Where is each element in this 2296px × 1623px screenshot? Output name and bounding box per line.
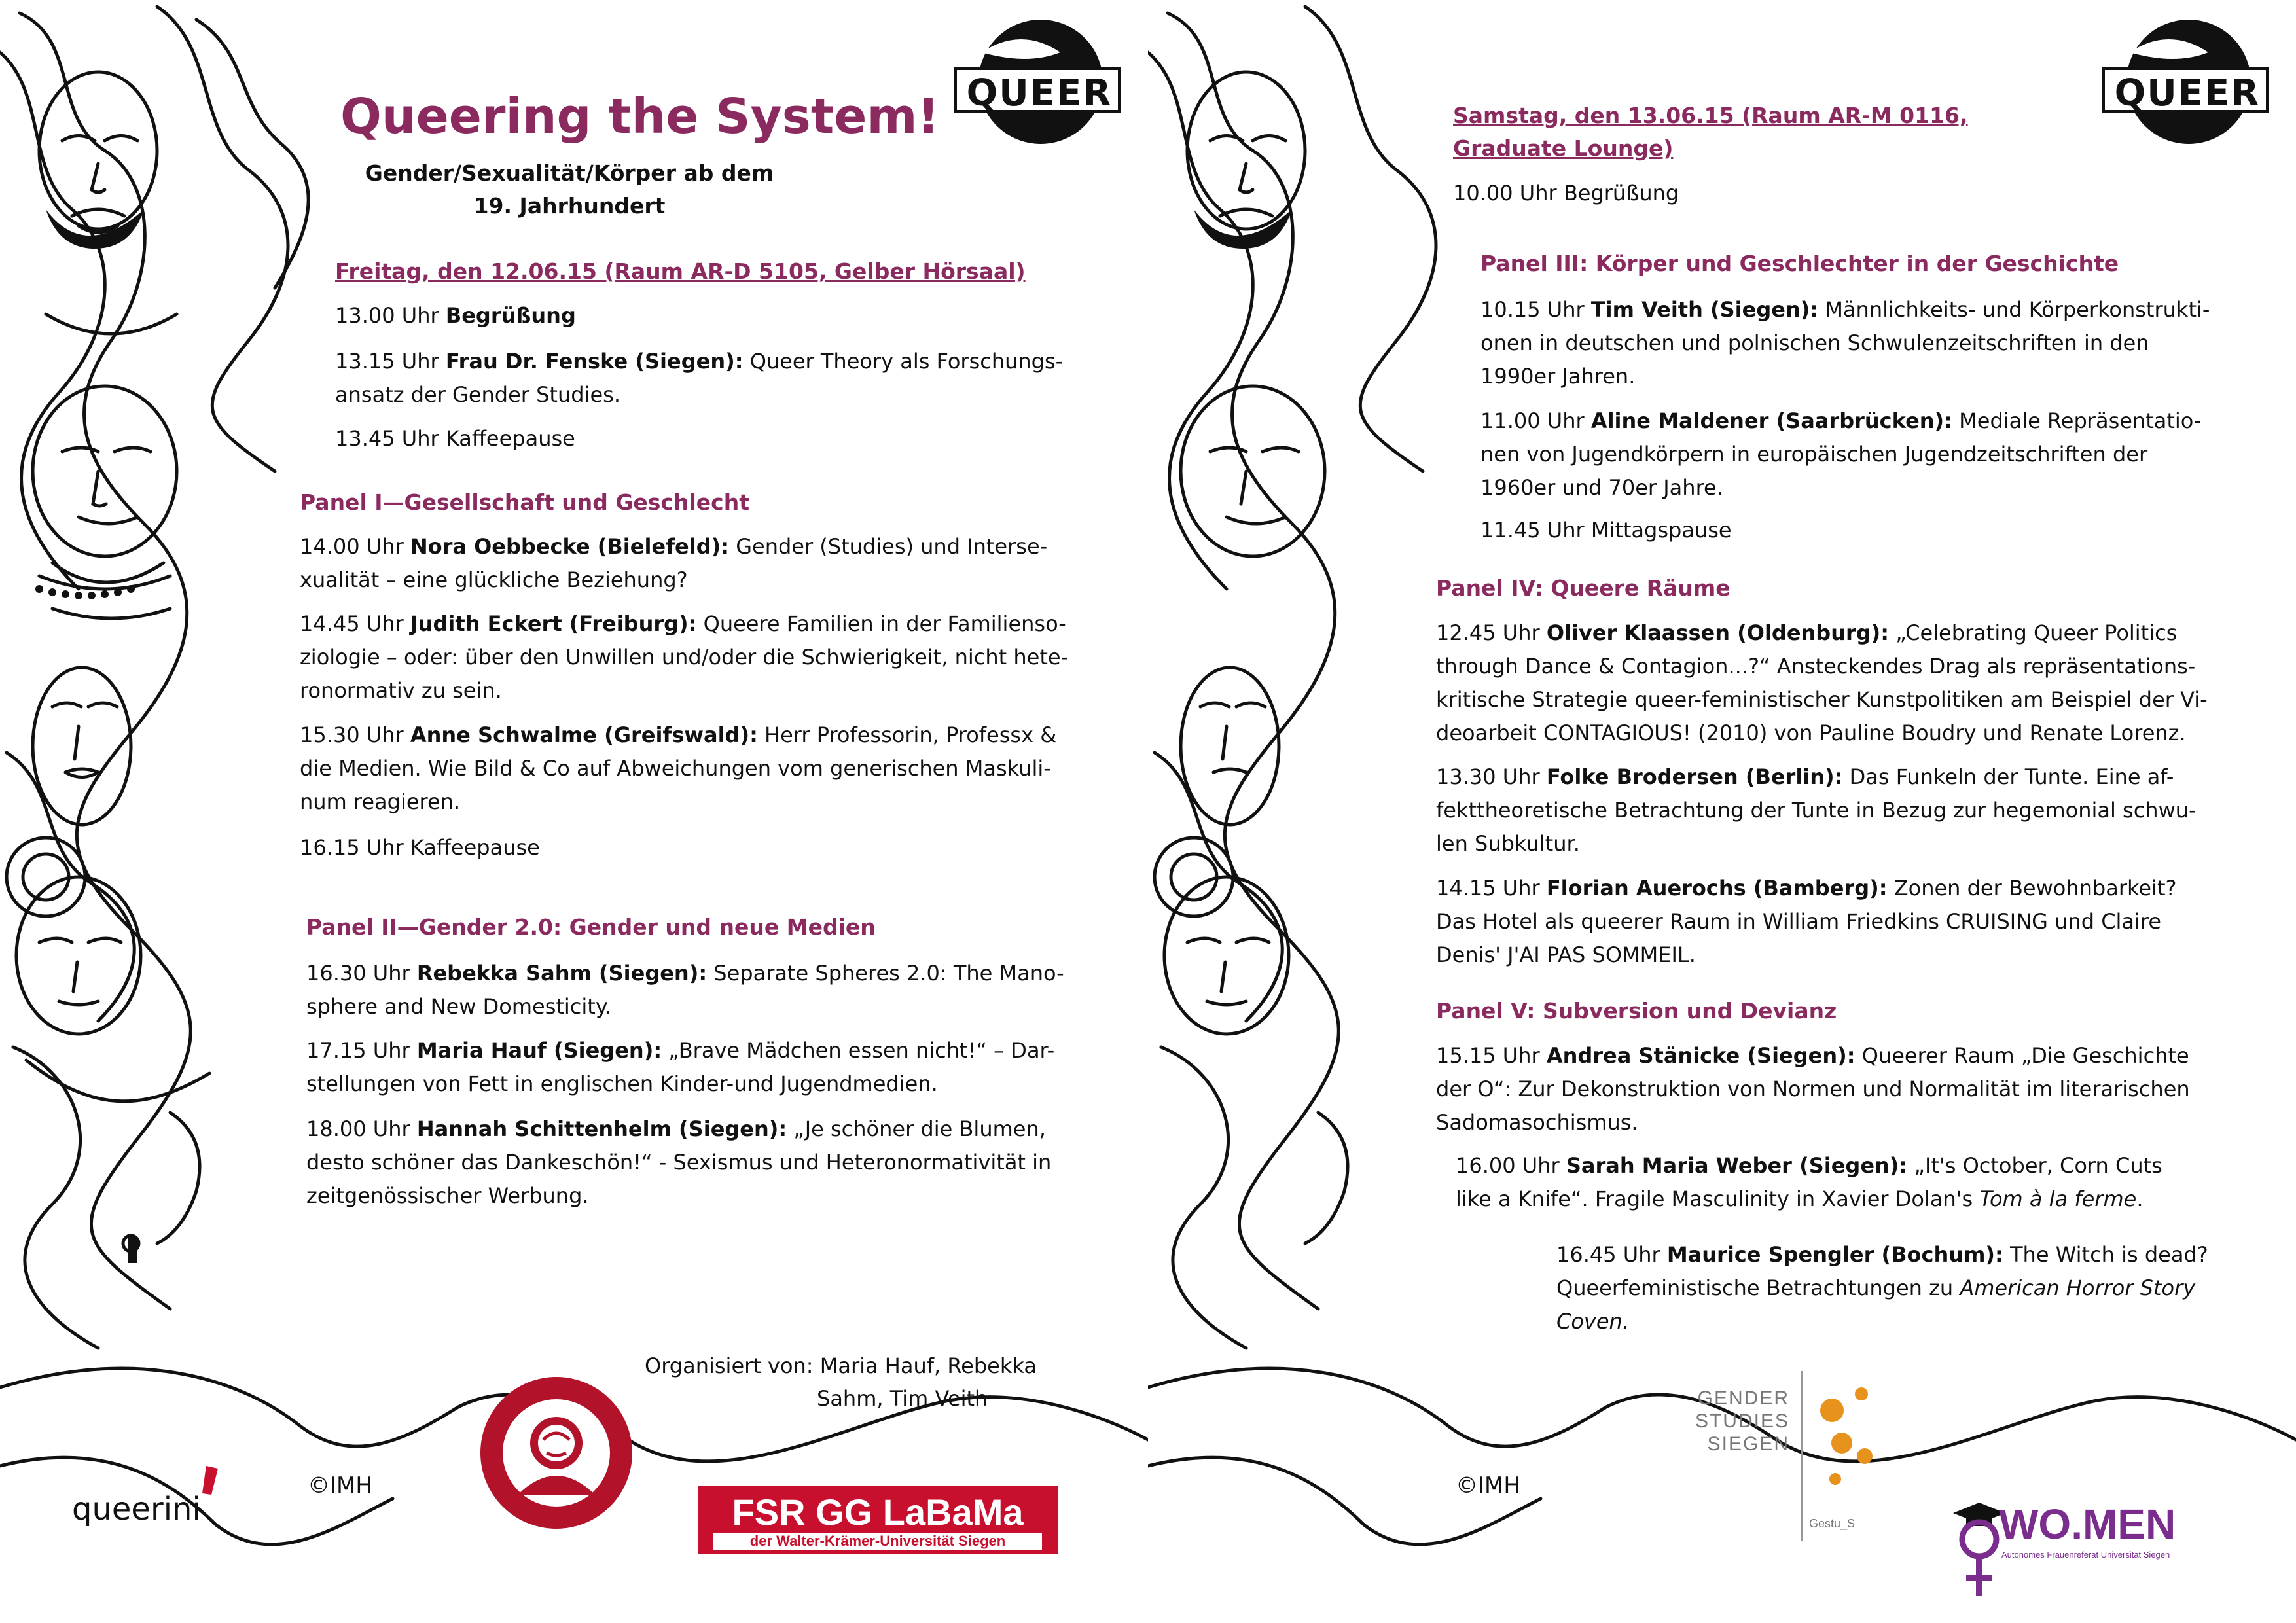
item-text: sphere and New Domesticity. (306, 994, 612, 1019)
schedule-item (1436, 760, 2197, 861)
item-speaker: Frau Dr. Fenske (Siegen): (445, 349, 744, 374)
panel-heading: Panel II—Gender 2.0: Gender und neue Medien (306, 914, 876, 940)
schedule-item (1436, 1039, 2190, 1139)
item-time: 14.45 Uhr (300, 611, 404, 636)
item-speaker: Maurice Spengler (Bochum): (1666, 1242, 2003, 1267)
item-text: Mediale Repräsentatio- (1952, 408, 2202, 433)
right-page (1148, 0, 2296, 1623)
gender-studies-text-2: STUDIES (1695, 1410, 1789, 1432)
gender-studies-text-3: SIEGEN (1707, 1433, 1789, 1455)
schedule-item (1436, 616, 2208, 750)
organizers-line-2: Sahm, Tim Veith (817, 1386, 988, 1411)
item-time: 13.15 Uhr (335, 349, 439, 374)
item-text: desto schöner das Dankeschön!“ - Sexismus und Heteronormativität in (306, 1150, 1052, 1175)
gender-studies-logo (1691, 1368, 1888, 1544)
schedule-item (300, 831, 540, 865)
item-text: ansatz der Gender Studies. (335, 382, 620, 407)
item-time: 15.15 Uhr (1436, 1043, 1540, 1068)
schedule-item (335, 422, 575, 455)
schedule-item (300, 530, 1047, 597)
item-text: ziologie – oder: über den Unwillen und/oder die Schwierigkeit, nicht hete- (300, 645, 1069, 669)
item-speaker: Maria Hauf (Siegen): (416, 1038, 662, 1063)
item-text: Zonen der Bewohnbarkeit? (1887, 876, 2177, 901)
subtitle-line-2: 19. Jahrhundert (473, 193, 666, 219)
item-text: Queerer Raum „Die Geschichte (1855, 1043, 2189, 1068)
item-time: 11.45 Uhr (1480, 518, 1585, 543)
item-speaker: Aline Maldener (Saarbrücken): (1590, 408, 1952, 433)
item-time: 13.30 Uhr (1436, 764, 1540, 789)
queer-logo-text: QUEER (966, 72, 1113, 115)
item-speaker: Rebekka Sahm (Siegen): (416, 961, 708, 986)
item-text: stellungen von Fett in englischen Kinder-und Jugendmedien. (306, 1071, 938, 1096)
item-text: Separate Spheres 2.0: The Mano- (707, 961, 1064, 986)
item-time: 14.00 Uhr (300, 534, 404, 559)
panel-heading: Panel III: Körper und Geschlechter in der Geschichte (1480, 251, 2119, 276)
item-text: Queere Familien in der Familienso- (696, 611, 1066, 636)
item-text: ronormativ zu sein. (300, 678, 502, 703)
asta-seal-graphic (478, 1374, 635, 1531)
item-text: Mittagspause (1584, 518, 1732, 543)
day-header-saturday-line-2: Graduate Lounge) (1453, 135, 1674, 161)
schedule-item: 10.00 Uhr Begrüßung (1453, 181, 1679, 205)
queer-logo (2084, 13, 2280, 157)
women-logo-subtext: Autonomes Frauenreferat Universität Siegen (2001, 1550, 2170, 1560)
item-time: 11.00 Uhr (1480, 408, 1585, 433)
women-logo (1946, 1499, 2248, 1603)
item-time: 12.45 Uhr (1436, 620, 1540, 645)
organizers-line-1: Organisiert von: Maria Hauf, Rebekka (645, 1353, 1037, 1378)
panel-heading: Panel I—Gesellschaft und Geschlecht (300, 490, 750, 515)
schedule-item (300, 607, 1068, 707)
item-text: Das Hotel als queerer Raum in William Friedkins CRUISING und Claire (1436, 909, 2162, 934)
item-text: Das Funkeln der Tunte. Eine af- (1842, 764, 2174, 789)
item-time: 16.00 Uhr (1456, 1153, 1560, 1178)
item-speaker: Tim Veith (Siegen): (1590, 297, 1819, 322)
item-text: „Je schöner die Blumen, (787, 1116, 1046, 1141)
gender-studies-divider (1801, 1371, 1803, 1541)
queer-logo-text: QUEER (2114, 72, 2261, 115)
queerini-logo-text: queerini (72, 1491, 201, 1527)
panel-heading: Panel IV: Queere Räume (1436, 575, 1731, 601)
women-logo-text: WO.MEN (1999, 1501, 2176, 1548)
item-time: 16.15 Uhr (300, 835, 404, 860)
item-text-italic: Tom à la ferme (1979, 1186, 2137, 1211)
item-text: deoarbeit CONTAGIOUS! (2010) von Pauline Boudry und Renate Lorenz. (1436, 721, 2186, 745)
schedule-item (1556, 1238, 2208, 1338)
queerini-logo (72, 1466, 242, 1531)
item-text: nen von Jugendkörpern in europäischen Jugendzeitschriften der (1480, 442, 2148, 467)
item-text: „It's October, Corn Cuts (1907, 1153, 2162, 1178)
item-text: Denis' J'AI PAS SOMMEIL. (1436, 942, 1696, 967)
item-text: The Witch is dead? (2003, 1242, 2208, 1267)
item-text: kritische Strategie queer-feministischer Kunstpolitiken am Beispiel der Vi- (1436, 687, 2208, 712)
item-text: fekttheoretische Betrachtung der Tunte in Bezug zur hegemonial schwu- (1436, 798, 2197, 823)
item-time: 15.30 Uhr (300, 722, 404, 747)
item-speaker: Hannah Schittenhelm (Siegen): (416, 1116, 787, 1141)
copyright: ©IMH (308, 1472, 372, 1499)
queer-logo (936, 13, 1132, 157)
schedule-item (306, 957, 1064, 1024)
item-text: „Brave Mädchen essen nicht!“ – Dar- (662, 1038, 1055, 1063)
copyright: ©IMH (1456, 1472, 1520, 1499)
item-time: 17.15 Uhr (306, 1038, 410, 1063)
item-text: Gender (Studies) und Interse- (729, 534, 1048, 559)
item-time: 16.30 Uhr (306, 961, 410, 986)
item-speaker: Nora Oebbecke (Bielefeld): (410, 534, 730, 559)
item-speaker: Begrüßung (445, 303, 576, 328)
schedule-item (1480, 404, 2202, 505)
schedule-item (1480, 514, 1732, 547)
schedule-item (335, 345, 1063, 412)
item-text: 1960er und 70er Jahre. (1480, 475, 1723, 500)
schedule-item (1456, 1149, 2162, 1216)
item-time: 16.45 Uhr (1556, 1242, 1660, 1267)
item-text: die Medien. Wie Bild & Co auf Abweichungen vom generischen Maskuli- (300, 756, 1051, 781)
item-speaker: Oliver Klaassen (Oldenburg): (1546, 620, 1890, 645)
item-text: Herr Professorin, Professx & (757, 722, 1057, 747)
asta-seal-logo (478, 1374, 635, 1531)
item-text: . (2136, 1186, 2144, 1211)
item-text: len Subkultur. (1436, 831, 1580, 856)
item-text: through Dance & Contagion...?“ Ansteckendes Drag als repräsentations- (1436, 654, 2196, 679)
item-time: 18.00 Uhr (306, 1116, 410, 1141)
item-speaker: Florian Auerochs (Bamberg): (1546, 876, 1888, 901)
schedule-item (1480, 293, 2210, 393)
item-text: Sadomasochismus. (1436, 1110, 1638, 1135)
item-speaker: Folke Brodersen (Berlin): (1546, 764, 1843, 789)
schedule-item (335, 299, 576, 332)
item-speaker: Judith Eckert (Freiburg): (410, 611, 697, 636)
item-speaker: Anne Schwalme (Greifswald): (410, 722, 758, 747)
gestu-label: Gestu_S (1809, 1517, 1856, 1530)
item-text: Kaffeepause (403, 835, 540, 860)
item-text: „Celebrating Queer Politics (1889, 620, 2178, 645)
item-text: like a Knife“. Fragile Masculinity in Xavier Dolan's (1456, 1186, 1980, 1211)
item-text: Männlichkeits- und Körperkonstrukti- (1818, 297, 2210, 322)
item-text: Queer Theory als Forschungs- (743, 349, 1064, 374)
gender-studies-text-1: GENDER (1697, 1387, 1789, 1409)
fsr-logo-text: FSR GG LaBaMa (732, 1491, 1024, 1533)
item-text: Queerfeministische Betrachtungen zu (1556, 1275, 1960, 1300)
panel-heading: Panel V: Subversion und Devianz (1436, 998, 1837, 1024)
item-text: xualität – eine glückliche Beziehung? (300, 567, 688, 592)
gender-studies-dots (1809, 1381, 1881, 1499)
page-title: Queering the System! (340, 88, 940, 145)
item-text: Kaffeepause (439, 426, 575, 451)
item-time: 10.15 Uhr (1480, 297, 1585, 322)
item-text: onen in deutschen und polnischen Schwulenzeitschriften in den (1480, 330, 2149, 355)
item-time: 13.45 Uhr (335, 426, 439, 451)
item-text: num reagieren. (300, 789, 461, 814)
schedule-item (300, 719, 1056, 819)
item-text: 1990er Jahren. (1480, 364, 1636, 389)
schedule-item (1436, 872, 2176, 972)
item-text-italic: American Horror Story (1960, 1275, 2196, 1300)
item-text: zeitgenössischer Werbung. (306, 1183, 589, 1208)
item-speaker: Sarah Maria Weber (Siegen): (1566, 1153, 1908, 1178)
schedule-item (306, 1113, 1051, 1213)
fsr-logo-subtext: der Walter-Krämer-Universität Siegen (713, 1533, 1042, 1550)
day-header-saturday-line-1: Samstag, den 13.06.15 (Raum AR-M 0116, (1453, 103, 1968, 128)
schedule-item (306, 1034, 1054, 1101)
item-text-italic: Coven. (1556, 1309, 1629, 1334)
day-header-friday: Freitag, den 12.06.15 (Raum AR-D 5105, Gelber Hörsaal) (335, 259, 1026, 284)
item-text: der O“: Zur Dekonstruktion von Normen und Normalität im literarischen (1436, 1077, 2190, 1101)
item-speaker: Andrea Stänicke (Siegen): (1546, 1043, 1856, 1068)
item-time: 14.15 Uhr (1436, 876, 1540, 901)
fsr-logo (698, 1486, 1058, 1554)
item-time: 13.00 Uhr (335, 303, 439, 328)
subtitle-line-1: Gender/Sexualität/Körper ab dem (365, 160, 774, 186)
